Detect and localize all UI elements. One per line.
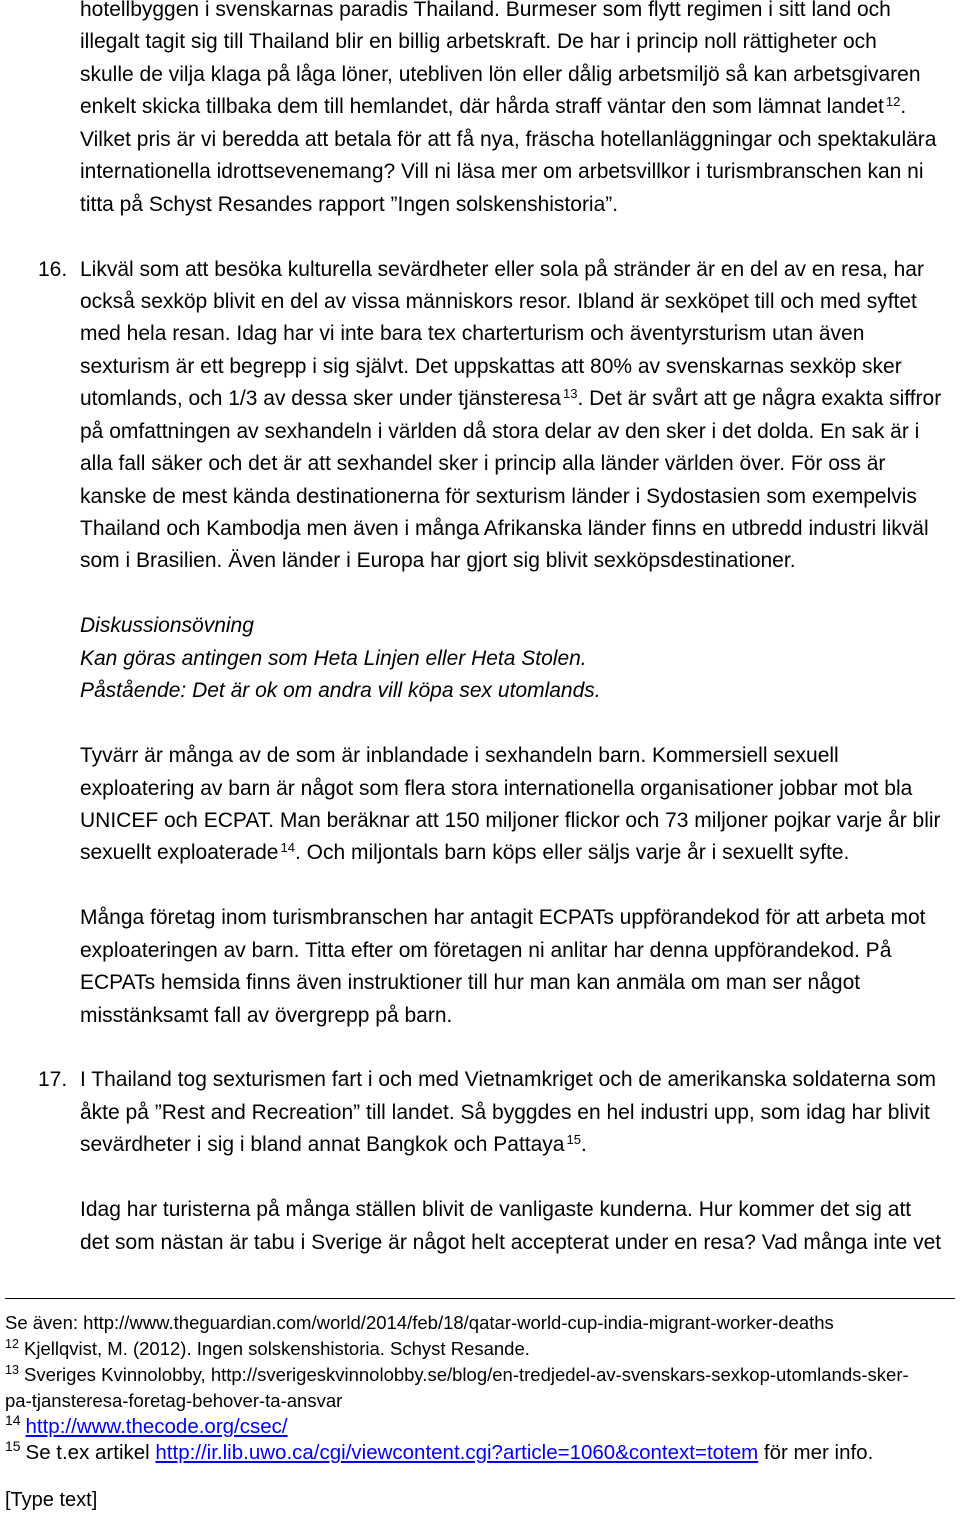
- text-run: Många företag inom turismbranschen har antagit ECPATs uppförandekod för att arbeta mot: [80, 906, 926, 930]
- paragraph: [80, 740, 952, 870]
- text-run: som i Brasilien. Även länder i Europa har gjort sig blivit sexköpsdestinationer.: [80, 549, 796, 573]
- text-run: sexturism är ett begrepp i sig självt. Det uppskattas att 80% av svenskarnas sexköp sker: [80, 354, 902, 378]
- footnote-number: 14: [5, 1412, 21, 1429]
- text-run: internationella idrottsevenemang? Vill ni läsa mer om arbetsvillkor i turismbranschen kan ni: [80, 160, 924, 184]
- text-run: exploatering av barn är något som flera stora internationella organisationer jobbar mot bla: [80, 776, 913, 800]
- text-run: med hela resan. Idag har vi inte bara tex charterturism och äventyrsturism utan även: [80, 322, 865, 346]
- paragraph-number: 17.: [38, 1068, 68, 1092]
- text-run: Sveriges Kvinnolobby, http://sverigeskvinnolobby.se/blog/en-tredjedel-av-svenskars-sexkop-utomlands-sker-: [24, 1364, 909, 1385]
- footnote-number: 13: [5, 1363, 19, 1378]
- text-line: [80, 448, 952, 480]
- footnote-separator: [5, 1298, 955, 1299]
- footnote-number: 12: [5, 1337, 19, 1352]
- text-run: Se t.ex artikel: [25, 1441, 156, 1464]
- text-line: [80, 26, 952, 58]
- text-run: ECPATs hemsida finns även instruktioner till hur man kan anmäla om man ser något: [80, 971, 861, 995]
- text-line: [80, 124, 952, 156]
- text-run: åkte på ”Rest and Recreation” till landet. Så byggdes en hel industri upp, som idag har blivit: [80, 1100, 930, 1124]
- footnote-line: [5, 1336, 955, 1362]
- text-run: Kan göras antingen som Heta Linjen eller Heta Stolen.: [80, 646, 587, 670]
- text-run: också sexköp blivit en del av vissa människors resor. Ibland är sexköpet till och med syftet: [80, 289, 917, 313]
- text-line: [80, 740, 952, 772]
- footnote: [5, 1310, 955, 1336]
- text-run: Se även: http://www.theguardian.com/world/2014/feb/18/qatar-world-cup-india-migrant-worker-deaths: [5, 1312, 834, 1333]
- footnotes: [5, 1310, 955, 1466]
- text-line: [80, 416, 952, 448]
- text-run: Thailand och Kambodja men även i många Afrikanska länder finns en utbredd industri likväl: [80, 517, 929, 540]
- text-run: . Det är svårt att ge några exakta siffror: [577, 387, 942, 411]
- text-line: [80, 1000, 952, 1032]
- footnote-line: [5, 1440, 955, 1466]
- text-run: I Thailand tog sexturismen fart i och med Vietnamkriget och de amerikanska soldaterna som: [80, 1068, 936, 1092]
- footnote-reference: 15: [566, 1132, 581, 1148]
- text-line: [80, 91, 952, 123]
- footnote-reference: 12: [885, 94, 901, 110]
- text-line: [80, 481, 952, 513]
- text-line: [80, 1097, 952, 1129]
- text-line: [80, 1194, 952, 1226]
- footnote: [5, 1414, 955, 1440]
- text-run: Diskussionsövning: [80, 614, 254, 638]
- text-run: titta på Schyst Resandes rapport ”Ingen solskenshistoria”.: [80, 192, 619, 216]
- text-run: .: [900, 95, 907, 119]
- text-run: sevärdheter i sig i bland annat Bangkok och Pattaya: [80, 1133, 565, 1157]
- text-line: [80, 1064, 952, 1096]
- text-line: [80, 189, 952, 221]
- text-run: pa-tjansteresa-foretag-behover-ta-ansvar: [5, 1390, 343, 1411]
- text-run: skulle de vilja klaga på låga löner, utebliven lön eller dålig arbetsmiljö så kan arbetsgivaren: [80, 62, 921, 86]
- text-line: [80, 1227, 952, 1259]
- text-run: exploateringen av barn. Titta efter om företagen ni anlitar har denna uppförandekod. På: [80, 938, 892, 962]
- text-line: [80, 935, 952, 967]
- text-run: illegalt tagit sig till Thailand blir en billig arbetskraft. De har i princip noll rättigheter och: [80, 30, 877, 54]
- text-line: [80, 902, 952, 934]
- text-run: för mer info.: [758, 1441, 874, 1464]
- text-run: det som nästan är tabu i Sverige är något helt accepterat under en resa? Vad många inte vet: [80, 1230, 942, 1254]
- text-run: Påstående: Det är ok om andra vill köpa sex utomlands.: [80, 679, 601, 703]
- footnote: [5, 1336, 955, 1362]
- text-line: [80, 59, 952, 91]
- text-line: [80, 773, 952, 805]
- footnote-reference: 14: [280, 840, 295, 856]
- text-run: enkelt skicka tillbaka dem till hemlandet, där hårda straff väntar den som lämnat landet: [80, 95, 884, 119]
- text-line: [80, 610, 952, 642]
- numbered-paragraph: [38, 1064, 952, 1161]
- footnote: [5, 1440, 955, 1466]
- paragraph: [80, 0, 952, 221]
- text-line: [80, 286, 952, 318]
- footnote-line: [5, 1362, 955, 1388]
- text-line: [80, 513, 952, 545]
- discussion-exercise: [80, 610, 952, 707]
- text-run: .: [580, 1133, 587, 1157]
- text-line: [80, 383, 952, 415]
- text-line: [80, 643, 952, 675]
- text-run: Tyvärr är många av de som är inblandade i sexhandeln barn. Kommersiell sexuell: [80, 744, 839, 768]
- hyperlink[interactable]: http://www.thecode.org/csec/: [25, 1415, 288, 1438]
- paragraph-number: 16.: [38, 257, 68, 281]
- text-line: [80, 1129, 952, 1161]
- text-line: [80, 156, 952, 188]
- text-run: alla fall säker och det är att sexhandel sker i princip alla länder världen över. För oss är: [80, 452, 886, 476]
- text-run: Likväl som att besöka kulturella sevärdheter eller sola på stränder är en del av en resa, har: [80, 257, 924, 281]
- paragraph: [80, 902, 952, 1032]
- text-line: [80, 837, 952, 869]
- text-run: misstänksamt fall av övergrepp på barn.: [80, 1003, 453, 1027]
- text-run: Kjellqvist, M. (2012). Ingen solskenshistoria. Schyst Resande.: [24, 1338, 530, 1359]
- footnote-line: [5, 1310, 955, 1336]
- footnote-number: 15: [5, 1438, 21, 1455]
- text-run: sexuellt exploaterade: [80, 841, 279, 865]
- text-run: på omfattningen av sexhandeln i världen då stora delar av den sker i det dolda. En sak är i: [80, 419, 920, 443]
- text-run: Vilket pris är vi beredda att betala för att få nya, fräscha hotellanläggningar och spektakulära: [80, 127, 937, 151]
- body-text: [38, 0, 952, 1292]
- text-line: [80, 805, 952, 837]
- text-run: hotellbyggen i svenskarnas paradis Thailand. Burmeser som flytt regimen i sitt land och: [80, 0, 891, 21]
- text-run: Idag har turisterna på många ställen blivit de vanligaste kunderna. Hur kommer det sig att: [80, 1198, 912, 1222]
- text-line: [80, 967, 952, 999]
- text-line: [80, 351, 952, 383]
- text-run: utomlands, och 1/3 av dessa sker under tjänsteresa: [80, 387, 561, 411]
- text-run: kanske de mest kända destinationerna för sexturism länder i Sydostasien som exempelvis: [80, 484, 917, 508]
- footer-placeholder: [Type text]: [5, 1489, 98, 1511]
- text-line: [80, 545, 952, 577]
- text-line: [80, 318, 952, 350]
- text-line: [80, 675, 952, 707]
- footnote-line: [5, 1414, 955, 1440]
- text-run: UNICEF och ECPAT. Man beräknar att 150 miljoner flickor och 73 miljoner pojkar varje år blir: [80, 808, 941, 832]
- footnote: [5, 1362, 955, 1414]
- text-run: . Och miljontals barn köps eller säljs varje år i sexuellt syfte.: [294, 841, 850, 865]
- hyperlink[interactable]: http://ir.lib.uwo.ca/cgi/viewcontent.cgi?article=1060&context=totem: [155, 1441, 759, 1464]
- text-line: [80, 254, 952, 286]
- text-line: [80, 0, 952, 26]
- footnote-reference: 13: [562, 386, 578, 402]
- numbered-paragraph: [38, 254, 952, 578]
- footnote-line: [5, 1388, 955, 1414]
- paragraph: [80, 1194, 952, 1259]
